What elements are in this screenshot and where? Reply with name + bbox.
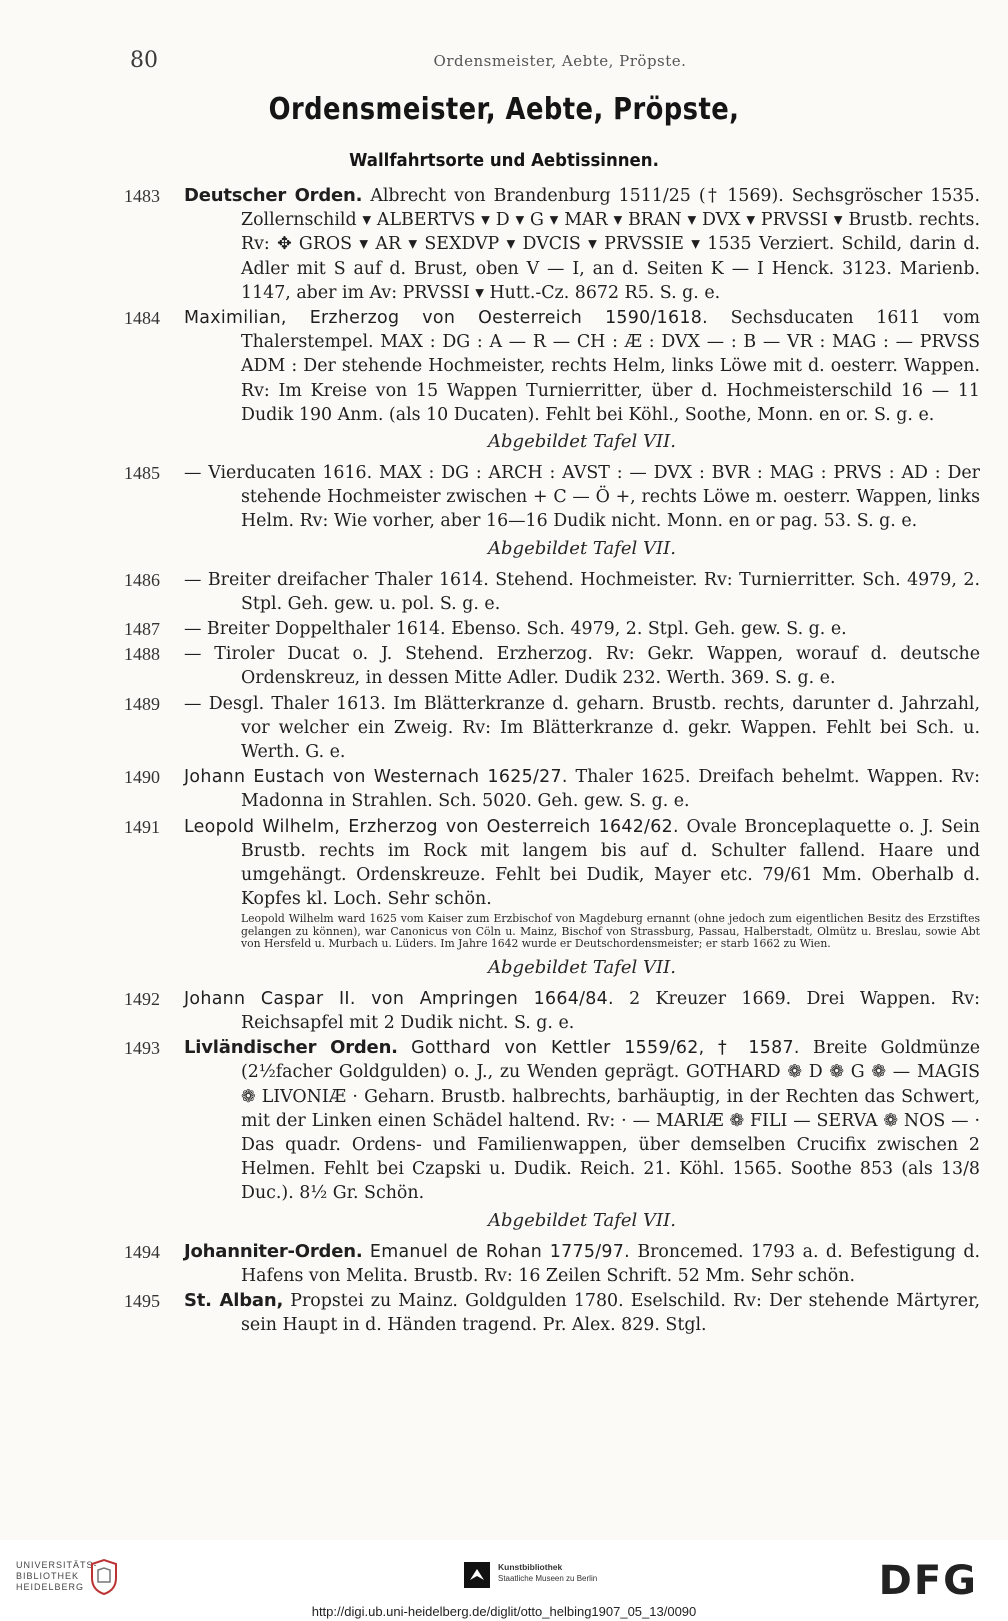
catalogue-entry (124, 184, 980, 305)
plate-reference: Abgebildet Tafel VII. (488, 537, 676, 559)
entry-number: 1488 (124, 644, 160, 665)
catalogue-entry (124, 1240, 980, 1288)
catalogue-entry (124, 568, 980, 616)
footnote: Leopold Wilhelm ward 1625 vom Kaiser zum Erzbischof von Magdeburg ernannt (ohne jedoch zum eigentlichen Besitz des Erzstiftes gelangen zu können), war Canonicus von Cöln u. Mainz, Bischof von Strassburg, Passau, Halberstadt, Olmütz u. Breslau, sowie Abt von Hersfeld u. Murbach u. Lüders. Im Jahre 1642 wurde er Deutschordensmeister; er starb 1662 zu Wien. (241, 912, 980, 951)
entry-number: 1489 (124, 693, 160, 714)
entry-description: Ovale Bronceplaquette o. J. Sein Brustb. rechts im Rock mit langem bis auf d. Schulter fallend. Haare und umgehängt. Ordenskreuze. Fehlt bei Dudik, Mayer etc. 79/61 Mm. Oberhalb d. Kopfes kl. Loch. Sehr schön. (241, 816, 980, 910)
catalogue-entry (124, 987, 980, 1035)
entry-number: 1495 (124, 1290, 160, 1311)
entry-number: 1492 (124, 988, 160, 1009)
catalogue-entry (124, 765, 980, 813)
entry-number: 1490 (124, 767, 160, 788)
entry-description: — Desgl. Thaler 1613. Im Blätterkranze d. geharn. Brustb. rechts, darunter d. Jahrzahl, vor welcher ein Zweig. Rv: Im Blätterkranze d. gekr. Wappen. Fehlt bei Sch. u. Werth. G. e. (184, 693, 980, 763)
entry-description: Broncemed. 1793 a. d. Befestigung d. Hafens von Melita. Brustb. Rv: 16 Zeilen Schrift. 52 Mm. Sehr schön. (241, 1241, 980, 1286)
entry-number: 1493 (124, 1038, 160, 1059)
uni-line: UNIVERSITÄTS- (16, 1560, 98, 1570)
plate-reference: Abgebildet Tafel VII. (488, 431, 676, 453)
ruler-name: Johann Eustach von Westernach 1625/27. (184, 767, 568, 788)
order-heading: Deutscher Orden. (184, 185, 363, 206)
catalogue-entry (124, 1036, 980, 1205)
sub-title: Wallfahrtsorte und Aebtissinnen. (349, 150, 659, 171)
entry-number: 1486 (124, 569, 160, 590)
order-heading: St. Alban, (184, 1289, 284, 1311)
entry-description: Breite Goldmünze (2½facher Goldgulden) o. J., zu Wenden geprägt. GOTHARD ❁ D ❁ G ❁ — MAGIS ❁ LIVONIÆ · Geharn. Brustb. halbrechts, barhäuptig, in der Rechten das Schwert, mit der Linken einen Schädel haltend. Rv: · — MARIÆ ❁ FILI — SERVA ❁ NOS — · Das quadr. Ordens- und Familienwappen, über demselben Crucifix zwischen 2 Helmen. Fehlt bei Czapski u. Dudik. Reich. 21. Köhl. 1565. Soothe 853 (als 13/8 Duc.). 8½ Gr. Schön. (241, 1038, 980, 1204)
kunstbibliothek-logo[interactable] (462, 1560, 622, 1600)
entry-number: 1483 (124, 186, 160, 206)
entry-description: Thaler 1625. Dreifach behelmt. Wappen. Rv: Madonna in Strahlen. Sch. 5020. Geh. gew. S. g. e. (241, 767, 980, 812)
entry-description: Propstei zu Mainz. Goldgulden 1780. Eselschild. Rv: Der stehende Märtyrer, sein Haupt in d. Händen tragend. Pr. Alex. 829. Stgl. (241, 1290, 980, 1336)
ruler-name: Leopold Wilhelm, Erzherzog von Oesterreich 1642/62. (184, 816, 679, 837)
catalogue-entry (124, 815, 980, 912)
entry-description: — Breiter Doppelthaler 1614. Ebenso. Sch. 4979, 2. Stpl. Geh. gew. S. g. e. (184, 619, 847, 640)
footer (0, 1548, 1008, 1621)
ruler-name: Emanuel de Rohan 1775/97. (369, 1241, 630, 1262)
entry-number: 1484 (124, 308, 160, 329)
entry-description: — Breiter dreifacher Thaler 1614. Stehend. Hochmeister. Rv: Turnierritter. Sch. 4979, 2. Stpl. Geh. gew. u. pol. S. g. e. (184, 569, 980, 614)
ruler-name: Maximilian, Erzherzog von Oesterreich 1590/1618. (184, 308, 708, 329)
uni-line: BIBLIOTHEK (16, 1571, 80, 1581)
ruler-name: Johann Caspar II. von Ampringen 1664/84. (184, 988, 614, 1009)
order-heading: Johanniter-Orden. (184, 1240, 363, 1262)
kb-subtitle: Staatliche Museen zu Berlin (498, 1574, 598, 1583)
ruler-name: Gotthard von Kettler 1559/62, † 1587. (411, 1038, 800, 1059)
entry-description: Albrecht von Brandenburg 1511/25 († 1569). Sechsgröscher 1535. Zollernschild ▾ ALBERTVS ▾ D ▾ G ▾ MAR ▾ BRAN ▾ DVX ▾ PRVSSI ▾ Brustb. rechts. Rv: ✥ GROS ▾ AR ▾ SEXDVP ▾ DVCIS ▾ PRVSSIE ▾ 1535 Verziert. Schild, darin d. Adler mit S auf d. Brust, oben V — I, an d. Seiten K — I Henck. 3123. Marienb. 1147, aber im Av: PRVSSI ▾ Hutt.-Cz. 8672 R5. S. g. e. (241, 186, 981, 303)
page-number: 80 (130, 48, 158, 73)
kb-title: Kunstbibliothek (498, 1562, 563, 1572)
permalink-url[interactable]: http://digi.ub.uni-heidelberg.de/diglit/otto_helbing1907_05_13/0090 (311, 1604, 697, 1619)
university-library-logo[interactable] (16, 1560, 98, 1593)
catalogue-entry (124, 642, 980, 690)
order-heading: Livländischer Orden. (184, 1037, 398, 1059)
catalogue-entry (124, 692, 980, 765)
entry-description: 2 Kreuzer 1669. Drei Wappen. Rv: Reichsapfel mit 2 Dudik nicht. S. g. e. (241, 988, 980, 1033)
dfg-logo[interactable]: DFG (878, 1558, 978, 1604)
entry-number: 1485 (124, 463, 160, 484)
entry-number: 1491 (124, 816, 160, 837)
running-title: Ordensmeister, Aebte, Pröpste. (433, 52, 687, 70)
catalogue-entries (124, 184, 980, 1338)
plate-reference: Abgebildet Tafel VII. (488, 956, 676, 978)
entry-description: — Tiroler Ducat o. J. Stehend. Erzherzog. Rv: Gekr. Wappen, worauf d. deutsche Ordenskreuz, in dessen Mitte Adler. Dudik 232. Werth. 369. S. g. e. (184, 644, 980, 689)
main-title: Ordensmeister, Aebte, Pröpste, (268, 92, 740, 127)
catalogue-entry (124, 1289, 980, 1337)
plate-reference: Abgebildet Tafel VII. (488, 1209, 676, 1231)
entry-description: Sechsducaten 1611 vom Thalerstempel. MAX : DG : A — R — CH : Æ : DVX — : B — VR : MAG : — PRVSS ADM : Der stehende Hochmeister, rechts Helm, links Löwe mit d. oesterr. Wappen. Rv: Im Kreise von 15 Wappen Turnierritter, über d. Hochmeisterschild 16 — 11 Dudik 190 Anm. (als 10 Ducaten). Fehlt bei Köhl., Soothe, Monn. en or. S. g. e. (241, 308, 980, 425)
catalogue-entry (124, 461, 980, 534)
uni-line: HEIDELBERG (16, 1582, 85, 1592)
entry-number: 1487 (124, 619, 160, 640)
entry-description: — Vierducaten 1616. MAX : DG : ARCH : AVST : — DVX : BVR : MAG : PRVS : AD : Der stehende Hochmeister zwischen + C — Ö +, rechts Löwe m. oesterr. Wappen, links Helm. Rv: Wie vorher, aber 16—16 Dudik nicht. Monn. en or pag. 53. S. g. e. (184, 463, 980, 532)
catalogue-entry (124, 306, 980, 427)
catalogue-entry (124, 617, 980, 641)
heidelberg-emblem-icon (88, 1556, 120, 1596)
eagle-icon (462, 1560, 492, 1590)
entry-number: 1494 (124, 1241, 160, 1262)
